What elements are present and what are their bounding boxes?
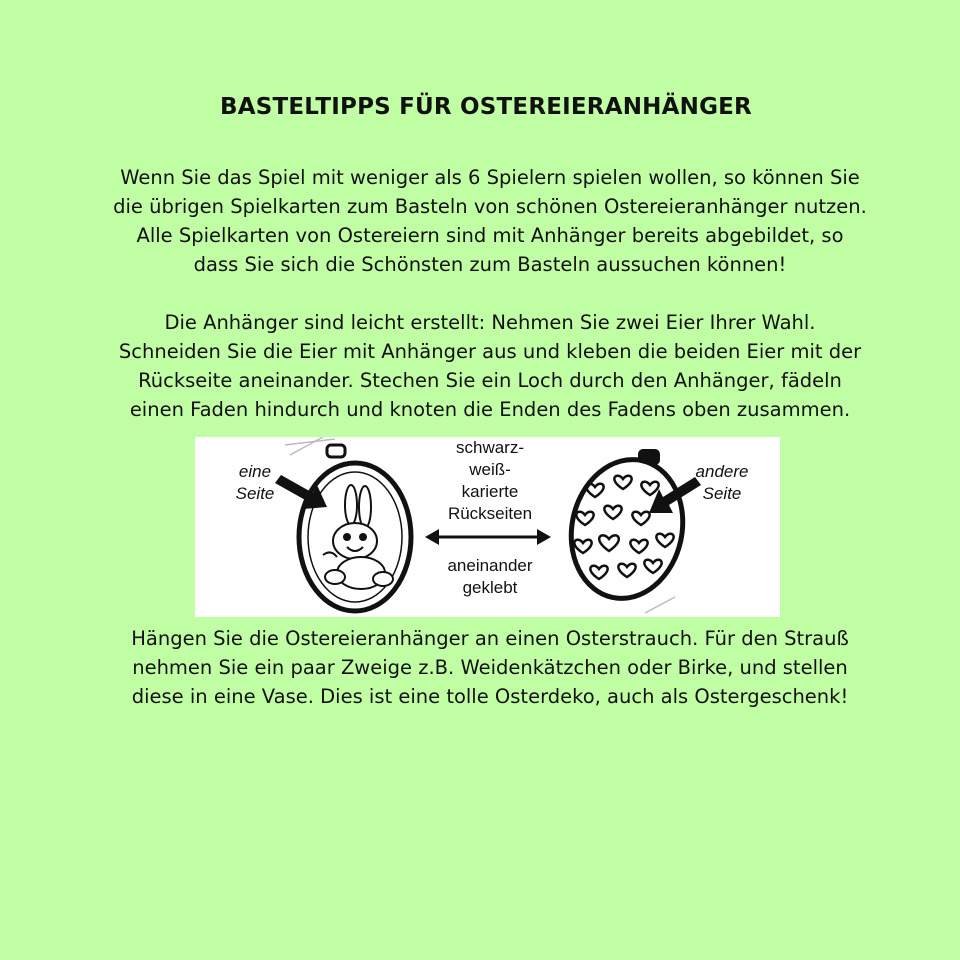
paragraph-line: diese in eine Vase. Dies ist eine tolle Osterdeko, auch als Ostergeschenk! — [131, 685, 849, 708]
paragraph-line: nehmen Sie ein paar Zweige z.B. Weidenkätzchen oder Birke, und stellen — [132, 656, 848, 679]
label-line: geklebt — [462, 578, 518, 597]
label-line: Seite — [702, 484, 742, 503]
hearts-egg-icon — [559, 449, 696, 613]
center-top-label — [435, 437, 545, 525]
right-side-label — [685, 461, 759, 505]
egg-hanger-illustration — [195, 437, 780, 617]
label-line: andere — [695, 462, 749, 481]
decoration-paragraph — [60, 624, 920, 711]
paragraph-line: Die Anhänger sind leicht erstellt: Nehmen Sie zwei Eier Ihrer Wahl. — [164, 311, 816, 334]
paragraph-line: Hängen Sie die Ostereieranhänger an einen Osterstrauch. Für den Strauß — [131, 627, 849, 650]
label-line: eine — [238, 462, 272, 481]
paragraph-line: Alle Spielkarten von Ostereiern sind mit Anhänger bereits abgebildet, so — [136, 224, 844, 247]
label-line: aneinander — [447, 556, 533, 575]
label-line: Seite — [235, 484, 275, 503]
paragraph-line: Schneiden Sie die Eier mit Anhänger aus und kleben die beiden Eier mit der — [118, 340, 862, 363]
left-side-label — [225, 461, 285, 505]
center-bottom-label — [435, 555, 545, 599]
instructions-paragraph — [60, 308, 920, 424]
paragraph-line: Wenn Sie das Spiel mit weniger als 6 Spielern spielen wollen, so können Sie — [120, 166, 860, 189]
page-title: BASTELTIPPS FÜR OSTEREIERANHÄNGER — [220, 94, 752, 120]
label-line: Rückseiten — [447, 504, 533, 523]
bunny-egg-icon — [285, 437, 411, 611]
paragraph-line: einen Faden hindurch und knoten die Enden des Fadens oben zusammen. — [129, 398, 851, 421]
paragraph-line: die übrigen Spielkarten zum Basteln von schönen Ostereieranhänger nutzen. — [113, 195, 867, 218]
paragraph-line: dass Sie sich die Schönsten zum Basteln aussuchen können! — [193, 253, 787, 276]
label-line: karierte — [461, 482, 519, 501]
label-line: schwarz- — [455, 438, 524, 457]
paragraph-line: Rückseite aneinander. Stechen Sie ein Loch durch den Anhänger, fädeln — [138, 369, 842, 392]
label-line: weiß- — [469, 460, 511, 479]
intro-paragraph — [60, 163, 920, 279]
